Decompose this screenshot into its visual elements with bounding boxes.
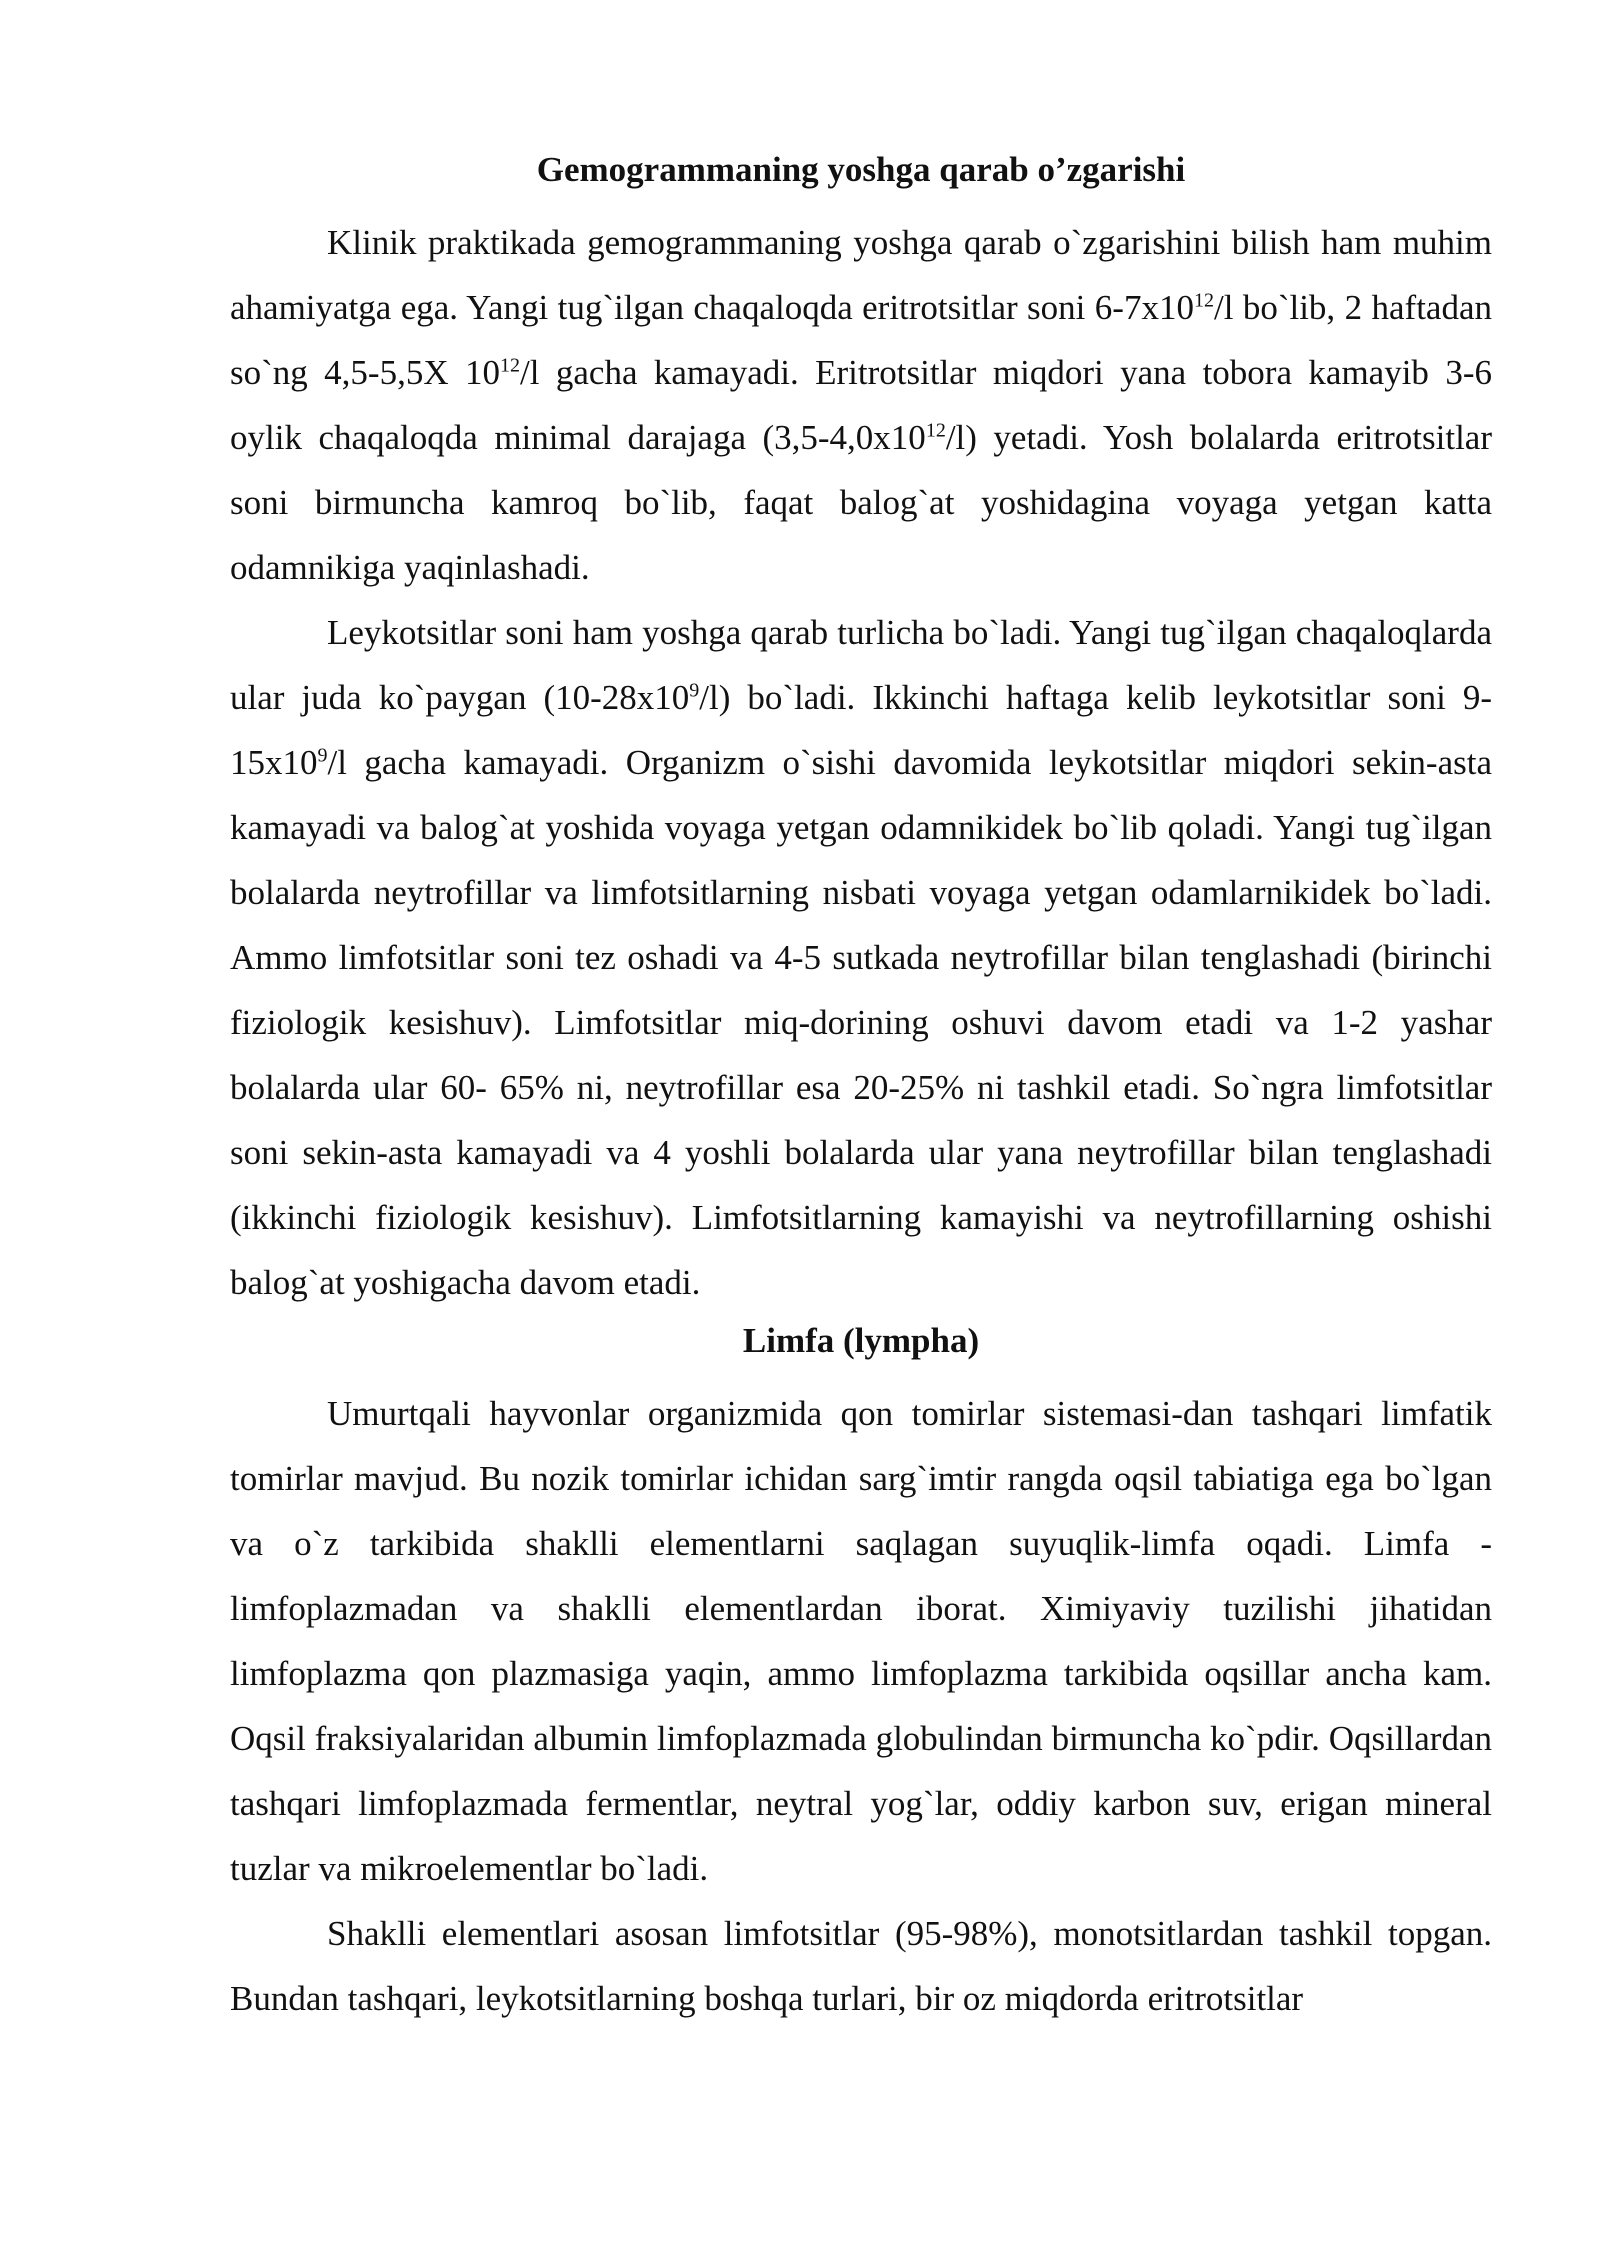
section-heading-lymph: Limfa (lympha) [742,1321,980,1360]
paragraph-lymph-composition: Umurtqali hayvonlar organizmida qon tomirlar sistemasi-dan tashqari limfatik tomirlar mavjud. Bu nozik tomirlar ichidan sarg`imtir rangda oqsil tabiatiga ega bo`lgan va o`z tarkibida shaklli elementlarni saqlagan suyuqlik-limfa oqadi. Limfa - limfoplazmadan va shaklli elementlardan iborat. Ximiyaviy tuzilishi jihatidan limfoplazma qon plazmasiga yaqin, ammo limfoplazma tarkibida oqsillar ancha kam. Oqsil fraksiyalaridan albumin limfoplazmada globulindan birmuncha ko`pdir. Oqsillardan tashqari limfoplazmada fermentlar, neytral yog`lar, oddiy karbon suv, erigan mineral tuzlar va mikroelementlar bo`ladi. [230,1394,1492,1888]
paragraph-leukocytes [230,600,1492,1315]
exponent: 12 [1193,289,1214,312]
text-run: /l) bo`ladi. Ikkinchi haftaga kelib leykotsitlar soni 9-15x10 [230,678,1492,782]
exponent: 9 [689,679,700,702]
exponent: 12 [925,419,946,442]
document-page [230,150,1492,2031]
text-run: /l gacha kamayadi. Eritrotsitlar miqdori yana tobora kamayib 3-6 oylik chaqaloqda minimal darajaga (3,5-4,0x10 [230,353,1492,457]
text-run: Klinik praktikada gemogrammaning yoshga qarab o`zgarishini bilish ham muhim ahamiyatga ega. Yangi tug`ilgan chaqaloqda eritrotsitlar soni 6-7x10 [230,223,1492,327]
paragraph-erythrocytes [230,210,1492,600]
text-run: Leykotsitlar soni ham yoshga qarab turlicha bo`ladi. Yangi tug`ilgan chaqaloqlarda ular juda ko`paygan (10-28x10 [230,613,1492,717]
paragraph-lymph-cells: Shaklli elementlari asosan limfotsitlar (95-98%), monotsitlardan tashkil topgan. Bundan tashqari, leykotsitlarning boshqa turlari, bir oz miqdorda eritrotsitlar [230,1914,1492,2018]
text-run: /l bo`lib, 2 haftadan so`ng 4,5-5,5X 10 [230,288,1492,392]
exponent: 12 [500,354,521,377]
text-run: /l gacha kamayadi. Organizm o`sishi davomida leykotsitlar miqdori sekin-asta kamayadi va balog`at yoshida voyaga yetgan odamnikidek bo`lib qoladi. Yangi tug`ilgan bolalarda neytrofillar va limfotsitlarning nisbati voyaga yetgan odamlarnikidek bo`ladi. Ammo limfotsitlar soni tez oshadi va 4-5 sutkada neytrofillar bilan tenglashadi (birinchi fiziologik kesishuv). Limfotsitlar miq-dorining oshuvi davom etadi va 1-2 yashar bolalarda ular 60- 65% ni, neytrofillar esa 20-25% ni tashkil etadi. So`ngra limfotsitlar soni sekin-asta kamayadi va 4 yoshli bolalarda ular yana neytrofillar bilan tenglashadi (ikkinchi fiziologik kesishuv). Limfotsitlarning kamayishi va neytrofillarning oshishi balog`at yoshigacha davom etadi. [230,743,1492,1302]
section-heading-hemogram: Gemogrammaning yoshga qarab o’zgarishi [536,150,1186,189]
exponent: 9 [317,744,328,767]
text-run: /l) yetadi. Yosh bolalarda eritrotsitlar soni birmuncha kamroq bo`lib, faqat balog`at yoshidagina voyaga yetgan katta odamnikiga yaqinlashadi. [230,418,1492,587]
